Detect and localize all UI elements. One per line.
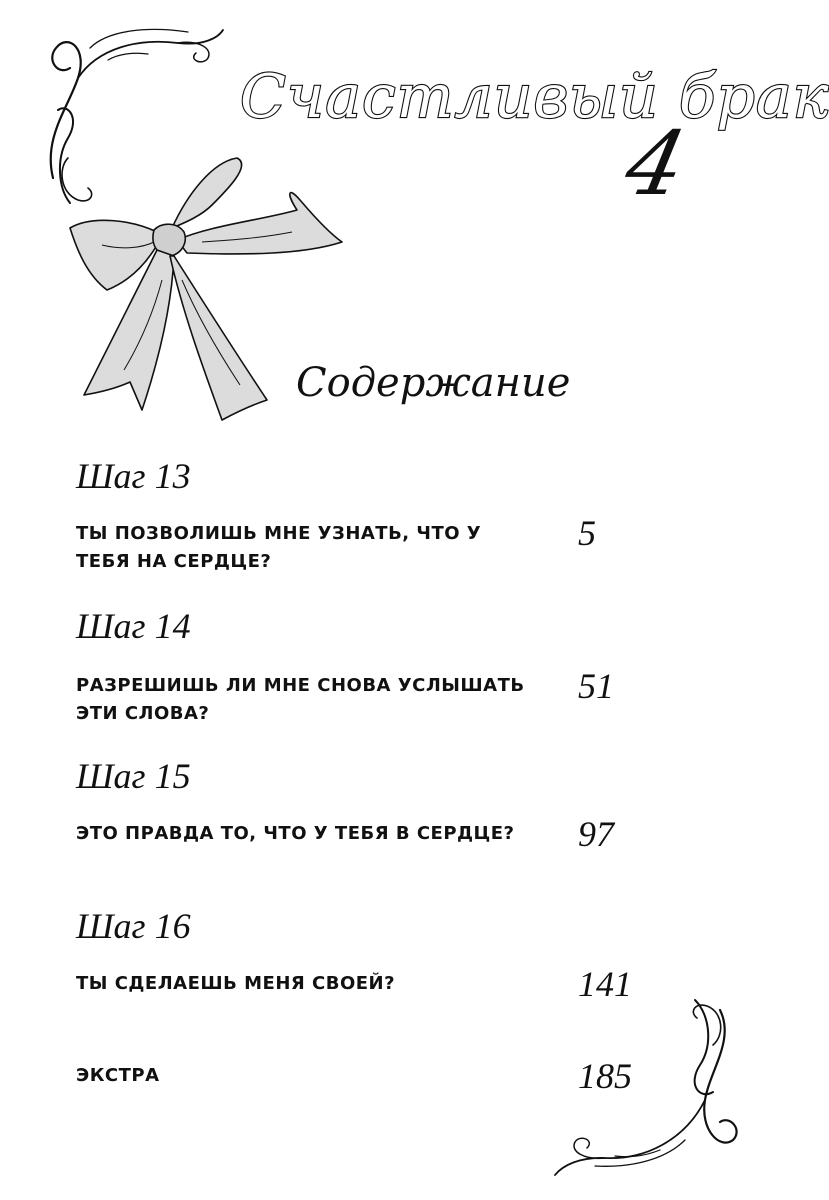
page-number: 51 (578, 666, 614, 706)
flourish-bottom-decoration (535, 990, 750, 1190)
page-number: 97 (578, 814, 614, 854)
extra-title: ЭКСТРА (76, 1065, 160, 1086)
book-title: Счастливый брак (240, 62, 829, 132)
chapter-title: ТЫ ПОЗВОЛИШЬ МНЕ УЗНАТЬ, ЧТО У ТЕБЯ НА СЕРДЦЕ? (76, 523, 482, 572)
step-label: Шаг 13 (76, 456, 191, 496)
volume-number: 4 (617, 112, 695, 215)
step-label: Шаг 15 (76, 756, 191, 796)
chapter-title: РАЗРЕШИШЬ ЛИ МНЕ СНОВА УСЛЫШАТЬ ЭТИ СЛОВА? (76, 675, 525, 724)
chapter-title: ЭТО ПРАВДА ТО, ЧТО У ТЕБЯ В СЕРДЦЕ? (76, 823, 515, 844)
chapter-title: ТЫ СДЕЛАЕШЬ МЕНЯ СВОЕЙ? (76, 973, 396, 994)
step-label: Шаг 14 (76, 606, 191, 646)
extra-page-number: 185 (578, 1056, 632, 1096)
contents-heading: Содержание (296, 360, 571, 406)
step-label: Шаг 16 (76, 906, 191, 946)
page-number: 5 (578, 513, 596, 553)
page-number: 141 (578, 964, 632, 1004)
